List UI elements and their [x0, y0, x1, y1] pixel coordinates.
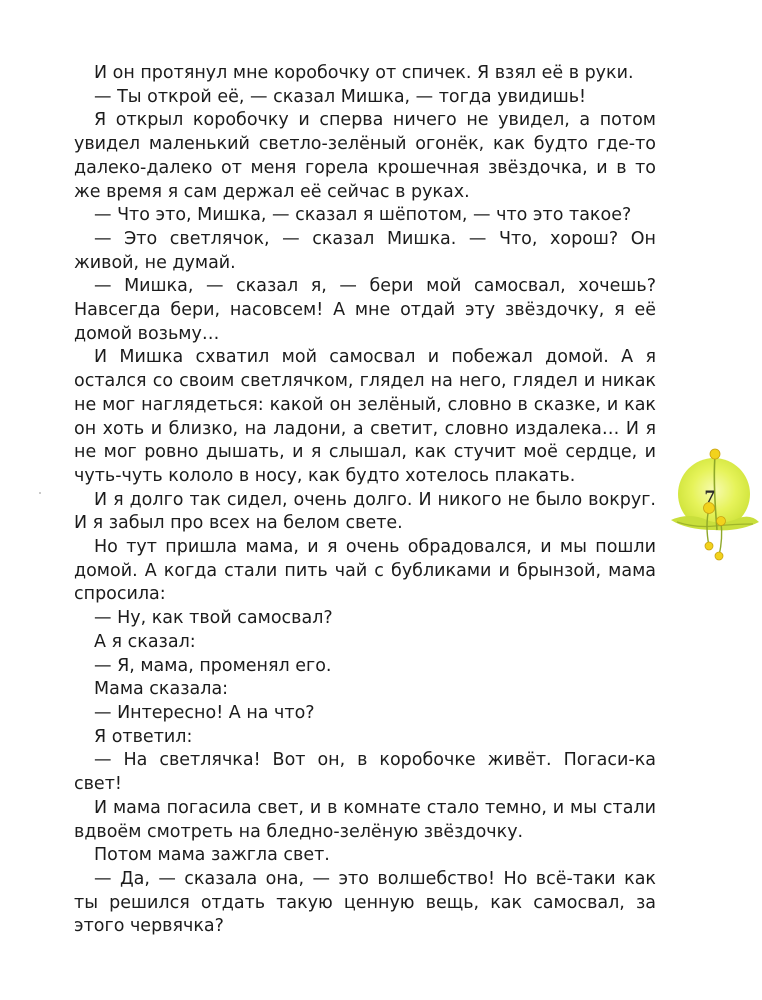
paragraph: А я сказал:: [94, 631, 196, 652]
paragraph: Потом мама зажгла свет.: [94, 845, 330, 866]
paragraph: Мама сказала:: [94, 679, 229, 700]
paragraph: И я долго так сидел, очень долго. И никого не было вокруг. И я забыл про всех на белом свете.: [74, 489, 656, 534]
paragraph: — Да, — сказала она, — это волшебство! Но всё-таки как ты решился отдать такую ценную вещь, как самосвал, за этого червячка?: [74, 868, 656, 937]
paragraph: — Ты открой её, — сказал Мишка, — тогда увидишь!: [94, 86, 587, 107]
paragraph: — Ну, как твой самосвал?: [94, 608, 333, 629]
paragraph: — Что это, Мишка, — сказал я шёпотом, — что это такое?: [94, 205, 632, 226]
paragraph: И Мишка схватил мой самосвал и побежал домой. А я остался со своим светлячком, глядел на него, глядел и никак не мог наглядеться: какой он зелёный, словно в сказке, и как он хоть и близко, на ладони, а светит, словно издалека… И я не мог ровно дышать, и я слышал, как стучит моё сердце, и чуть-чуть кололо в носу, как будто хотелось плакать.: [74, 347, 656, 486]
print-speck: [39, 492, 41, 494]
paragraph: — Я, мама, променял его.: [94, 655, 332, 676]
paragraph: Я ответил:: [94, 726, 193, 747]
paragraph: — Интересно! А на что?: [94, 702, 315, 723]
page-number: 7: [704, 487, 716, 506]
story-text: [74, 62, 656, 939]
paragraph: Я открыл коробочку и сперва ничего не увидел, а потом увидел маленький светло-зелёный огонёк, как будто где-то далеко-далеко от меня горела крошечная звёздочка, и в то же время я сам держал её сейчас в руках.: [74, 110, 656, 202]
paragraph: — Это светлячок, — сказал Мишка. — Что, хорош? Он живой, не думай.: [74, 228, 656, 273]
paragraph: И он протянул мне коробочку от спичек. Я взял её в руки.: [94, 63, 634, 83]
paragraph: Но тут пришла мама, и я очень обрадовался, и мы пошли домой. А когда стали пить чай с бубликами и брынзой, мама спросила:: [74, 537, 656, 605]
paragraph: — Мишка, — сказал я, — бери мой самосвал, хочешь? Навсегда бери, насовсем! А мне отдай эту звёздочку, я её домой возьму…: [74, 276, 656, 344]
paragraph: — На светлячка! Вот он, в коробочке живёт. Погаси-ка свет!: [74, 750, 656, 795]
paragraph: И мама погасила свет, и в комнате стало темно, и мы стали вдвоём смотреть на бледно-зелёную звёздочку.: [74, 797, 656, 842]
